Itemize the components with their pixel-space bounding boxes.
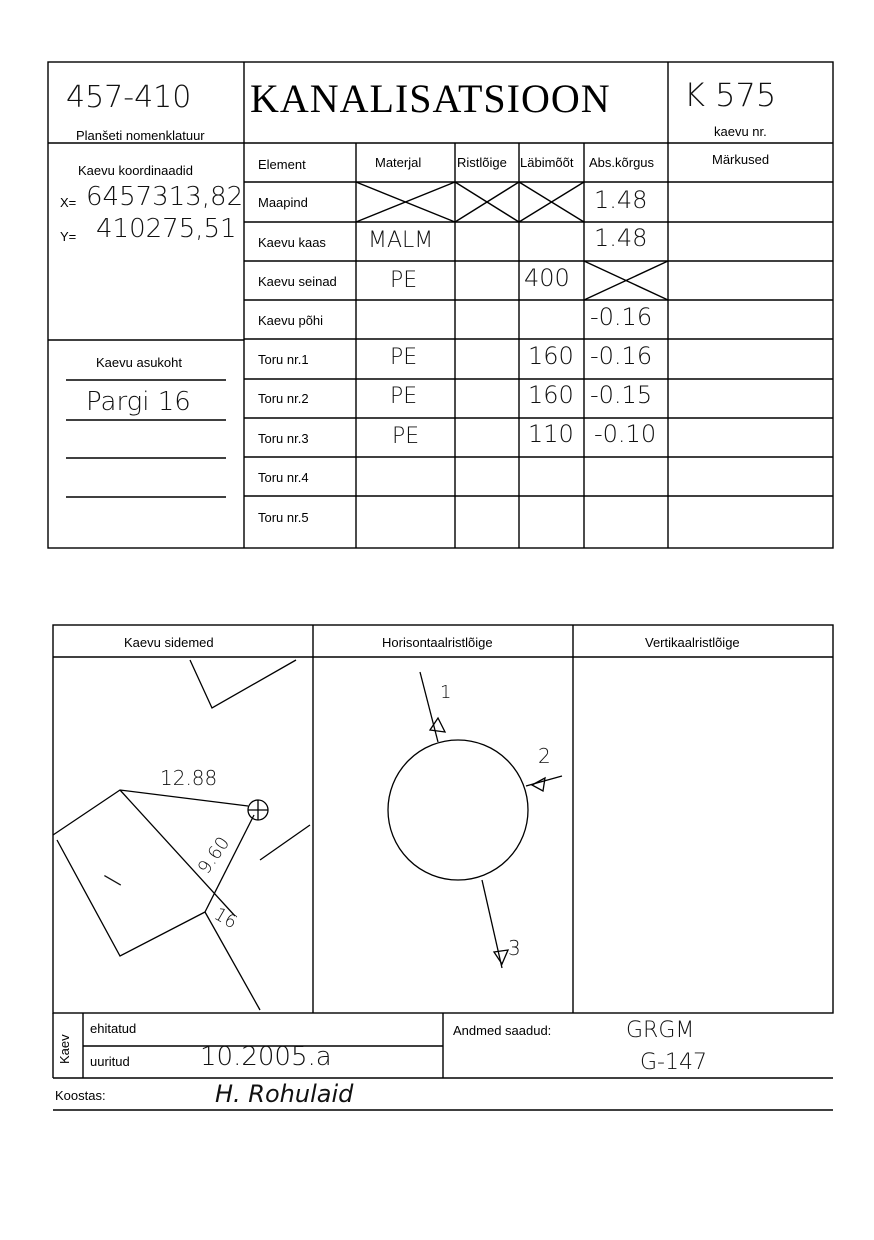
updated-value: 10.2005.a (200, 1042, 332, 1072)
building-label: I (98, 870, 129, 892)
row-element: Kaevu kaas (258, 235, 326, 250)
row-abs-height: -0.15 (590, 381, 653, 409)
pipe-3-label: 3 (508, 936, 521, 960)
row-diameter: 160 (528, 381, 574, 409)
well-side-label: Kaev (57, 1034, 72, 1064)
col-header-remarks: Märkused (712, 152, 770, 167)
location-label: Kaevu asukoht (96, 355, 183, 370)
row-abs-height: -0.16 (590, 303, 653, 331)
row-material: MALM (368, 228, 434, 253)
compiled-by-value: H. Rohulaid (215, 1080, 354, 1108)
col-header-element: Element (258, 157, 306, 172)
page-title: KANALISATSIOON (250, 76, 611, 121)
row-element: Kaevu seinad (258, 274, 337, 289)
x-coordinate-value: 6457313,82 (86, 182, 244, 212)
vertical-section-label: Vertikaalristlõige (645, 635, 740, 650)
row-diameter: 160 (528, 342, 574, 370)
data-source-label: Andmed saadud: (453, 1023, 552, 1038)
data-source-value-2: G-147 (640, 1050, 707, 1075)
row-abs-height: -0.16 (590, 342, 653, 370)
pipe-1-label: 1 (440, 682, 452, 703)
nomenclature-value: 457-410 (66, 80, 192, 115)
row-diameter: 400 (524, 264, 570, 292)
col-header-abs-height: Abs.kõrgus (589, 155, 655, 170)
horizontal-section-label: Horisontaalristlõige (382, 635, 493, 650)
row-abs-height: 1.48 (594, 224, 648, 252)
row-material: PE (390, 345, 418, 370)
pipe-2-label: 2 (538, 744, 551, 768)
y-coordinate-value: 410275,51 (96, 214, 237, 244)
data-source-value-1: GRGM (626, 1018, 695, 1043)
built-label: ehitatud (90, 1021, 137, 1036)
ties-panel-label: Kaevu sidemed (124, 635, 214, 650)
row-abs-height: -0.10 (594, 420, 657, 448)
x-label: X= (60, 195, 77, 210)
location-value: Pargi 16 (86, 387, 191, 417)
row-material: PE (390, 384, 418, 409)
well-number-value: K 575 (684, 76, 777, 114)
row-element: Maapind (258, 195, 308, 210)
row-diameter: 110 (528, 420, 574, 448)
tie-distance-1: 12.88 (160, 766, 218, 790)
coordinates-label: Kaevu koordinaadid (78, 163, 193, 178)
row-element: Toru nr.5 (258, 510, 309, 525)
well-number-label: kaevu nr. (714, 124, 767, 139)
row-element: Kaevu põhi (258, 313, 324, 328)
address-number: 16 (210, 903, 241, 934)
compiled-by-label: Koostas: (55, 1088, 106, 1103)
col-header-material: Materjal (375, 155, 422, 170)
row-abs-height: 1.48 (594, 186, 648, 214)
col-header-cross-section: Ristlõige (457, 155, 507, 170)
col-header-diameter: Läbimõõt (520, 155, 574, 170)
row-material: PE (390, 268, 418, 293)
row-element: Toru nr.1 (258, 352, 309, 367)
updated-label: uuritud (90, 1054, 130, 1069)
nomenclature-label: Planšeti nomenklatuur (76, 128, 205, 143)
row-element: Toru nr.2 (258, 391, 309, 406)
row-element: Toru nr.4 (258, 470, 309, 485)
row-material: PE (392, 424, 420, 449)
tie-distance-2: 9.60 (193, 833, 235, 878)
y-label: Y= (60, 229, 77, 244)
row-element: Toru nr.3 (258, 431, 309, 446)
ties-sketch (53, 660, 310, 1010)
horizontal-section-sketch (388, 672, 562, 968)
